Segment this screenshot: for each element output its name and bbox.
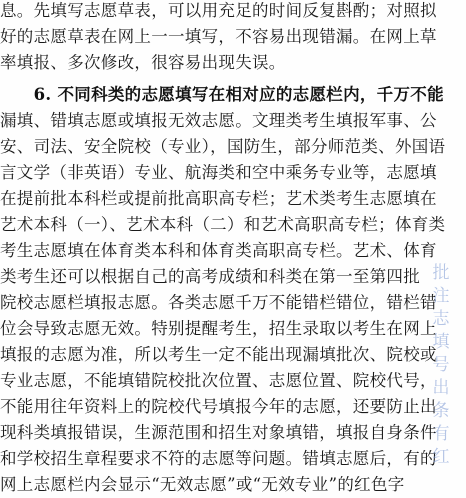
- text-line: 专业志愿，不能填错院校批次位置、志愿位置、院校代号，: [0, 371, 437, 390]
- text-line: 好的志愿草表在网上一一填写，不容易出现错漏。在网上草: [0, 27, 437, 46]
- text-line: 漏填、错填志愿或填报无效志愿。文理类考生填报军事、公: [0, 111, 437, 130]
- text-line: 言文学（非英语）专业、航海类和空中乘务专业等，志愿填: [0, 163, 437, 182]
- watermark-char: 注: [432, 286, 450, 306]
- watermark-char: 有: [432, 424, 450, 444]
- text-line: 不能用往年资料上的院校代号填报今年的志愿，还要防止出: [0, 397, 437, 416]
- watermark-char: 条: [432, 401, 450, 421]
- watermark-char: 志: [432, 309, 450, 329]
- watermark-char: 红: [432, 447, 450, 467]
- text-line: 安、司法、安全院校（专业），国防生，部分师范类、外国语: [0, 137, 446, 156]
- watermark-char: 填: [432, 332, 450, 352]
- watermark-char: 出: [432, 378, 450, 398]
- text-line: 填报的志愿为准，所以考生一定不能出现漏填批次、院校或: [0, 345, 437, 364]
- text-line: 和学校招生章程要求不符的志愿等问题。错填志愿后，有的: [0, 449, 437, 468]
- watermark-char: 号: [432, 355, 450, 375]
- text-line: 网上志愿栏内会显示“无效志愿”或“无效专业”的红色字: [0, 475, 405, 494]
- text-line: 艺术本科（一）、艺术本科（二）和艺术高职高专栏；体育类: [0, 215, 446, 234]
- text-line: 考生志愿填在体育类本科和体育类高职高专栏。艺术、体育: [0, 241, 437, 260]
- text-line: 位会导致志愿无效。特别提醒考生，招生录取以考生在网上: [0, 319, 437, 338]
- watermark-char: 批: [432, 263, 450, 283]
- section-heading: 6. 不同科类的志愿填写在相对应的志愿栏内，千万不能: [0, 85, 444, 104]
- text-line: 院校志愿栏填报志愿。各类志愿千万不能错栏错位，错栏错: [0, 293, 437, 312]
- text-line: 率填报、多次修改，很容易出现失误。: [0, 53, 286, 72]
- text-line: 息。先填写志愿草表，可以用充足的时间反复斟酌；对照拟: [0, 1, 437, 20]
- text-line: 在提前批本科栏或提前批高职高专栏；艺术类考生志愿填在: [0, 189, 437, 208]
- text-line: 类考生还可以根据自己的高考成绩和科类在第一至第四批: [0, 267, 420, 286]
- text-line: 现科类填报错误，生源范围和招生对象填错，填报自身条件: [0, 423, 437, 442]
